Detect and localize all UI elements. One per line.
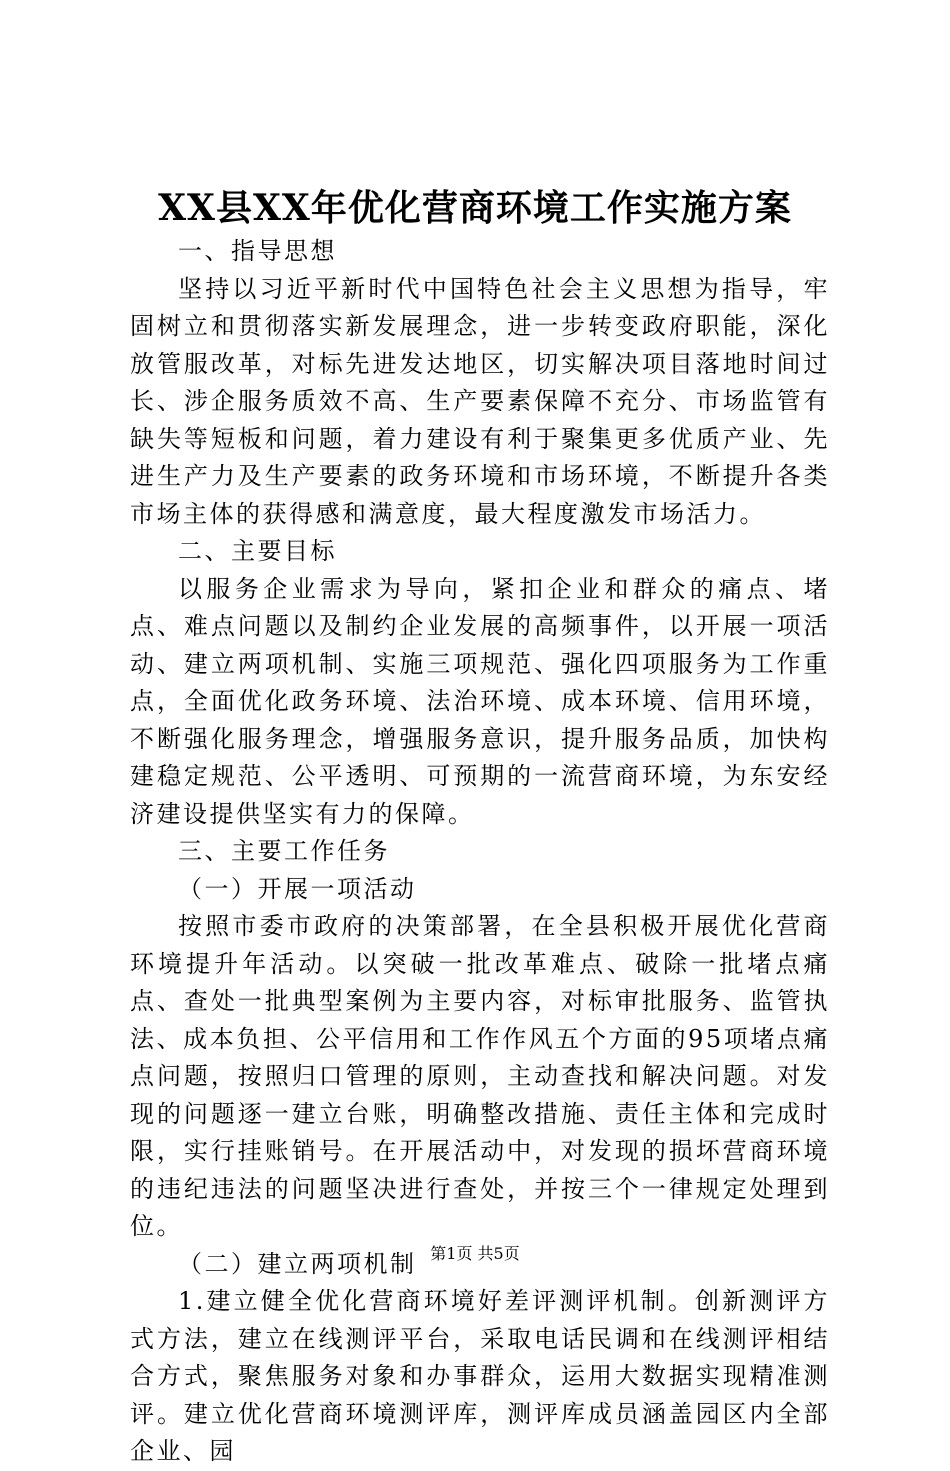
section-heading-main-tasks: 三、主要工作任务 bbox=[178, 837, 390, 865]
document-title: XX县XX年优化营商环境工作实施方案 bbox=[158, 187, 792, 229]
paragraph-main-goals: 以服务企业需求为导向，紧扣企业和群众的痛点、堵点、难点问题以及制约企业发展的高频事件，以开展一项活动、建立两项机制、实施三项规范、强化四项服务为工作重点，全面优化政务环境、法治环境、成本环境、信用环境，不断强化服务理念，增强服务意识，提升服务品质，加快构建稳定规范、公平透明、可预期的一流营商环境，为东安经济建设提供坚实有力的保障。 bbox=[130, 574, 830, 828]
subsection-heading-two-mechanisms: （二）建立两项机制 bbox=[178, 1249, 417, 1278]
section-heading-guiding-ideology: 一、指导思想 bbox=[178, 237, 337, 265]
section-heading-main-goals: 二、主要目标 bbox=[178, 537, 337, 565]
page-footer: 第1页 共5页 bbox=[430, 1244, 520, 1263]
paragraph-evaluation-mechanism: 1.建立健全优化营商环境好差评测评机制。创新测评方式方法，建立在线测评平台，采取电话民调和在线测评相结合方式，聚焦服务对象和办事群众，运用大数据实现精准测评。建立优化营商环境测评库，测评库成员涵盖园区内全部企业、园 bbox=[130, 1287, 830, 1465]
document-body bbox=[130, 233, 830, 1471]
paragraph-guiding-ideology: 坚持以习近平新时代中国特色社会主义思想为指导，牢固树立和贯彻落实新发展理念，进一步转变政府职能，深化放管服改革，对标先进发达地区，切实解决项目落地时间过长、涉企服务质效不高、生产要素保障不充分、市场监管有缺失等短板和问题，着力建设有利于聚集更多优质产业、先进生产力及生产要素的政务环境和市场环境，不断提升各类市场主体的获得感和满意度，最大程度激发市场活力。 bbox=[130, 274, 830, 528]
subsection-heading-one-activity: （一）开展一项活动 bbox=[178, 874, 417, 903]
paragraph-one-activity: 按照市委市政府的决策部署，在全县积极开展优化营商环境提升年活动。以突破一批改革难点、破除一批堵点痛点、查处一批典型案例为主要内容，对标审批服务、监管执法、成本负担、公平信用和工作作风五个方面的95项堵点痛点问题，按照归口管理的原则，主动查找和解决问题。对发现的问题逐一建立台账，明确整改措施、责任主体和完成时限，实行挂账销号。在开展活动中，对发现的损坏营商环境的违纪违法的问题坚决进行查处，并按三个一律规定处理到位。 bbox=[130, 912, 830, 1240]
